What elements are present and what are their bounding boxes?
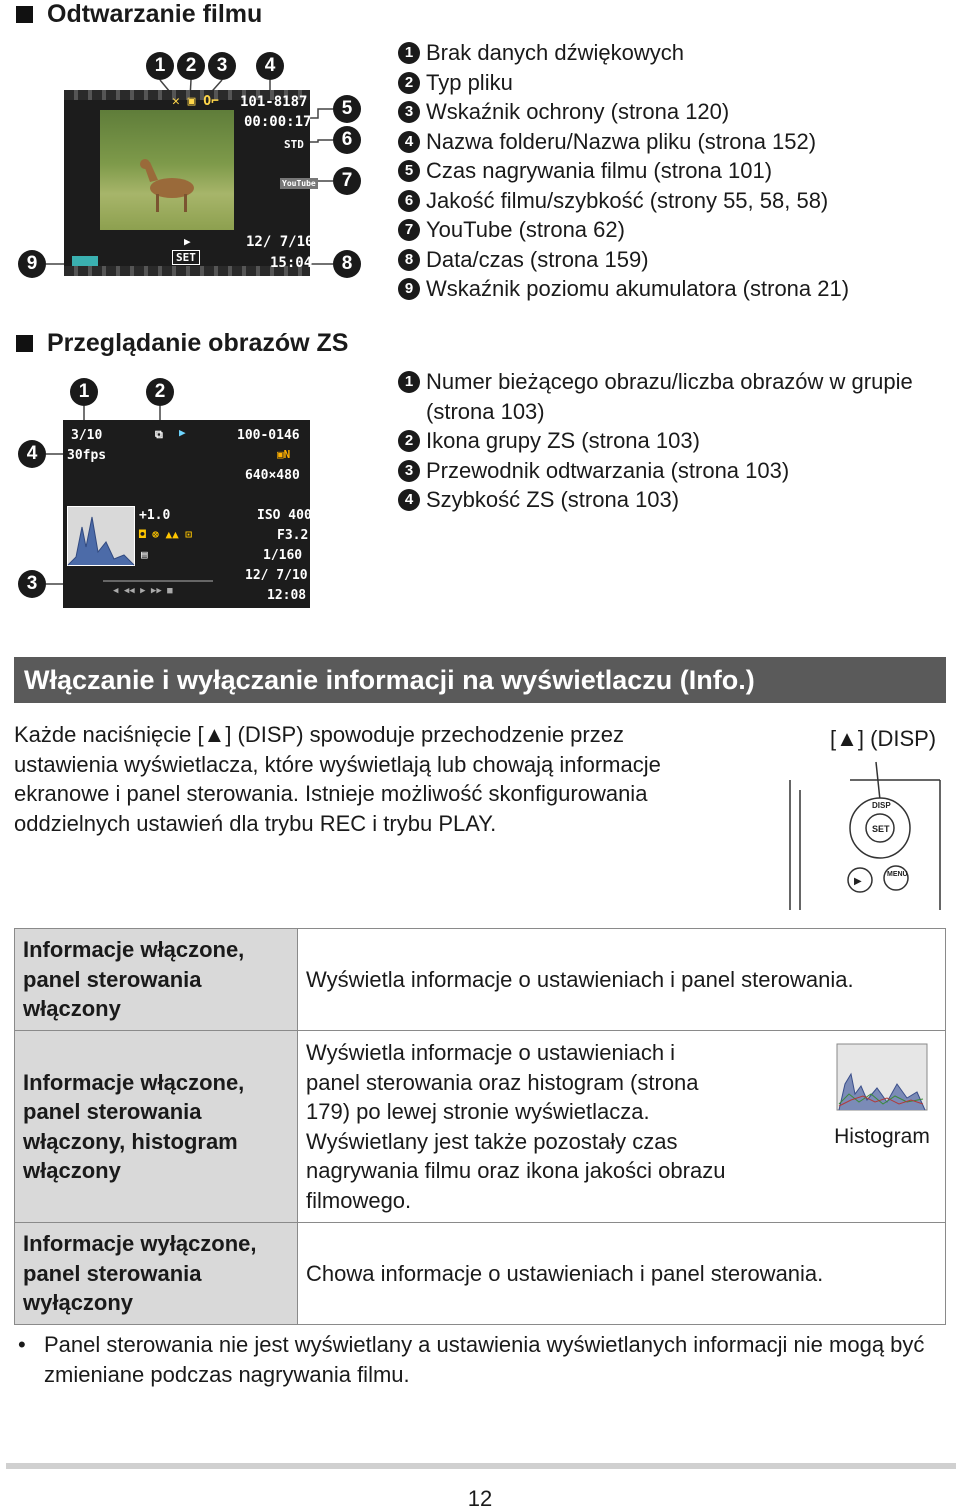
legend-item: 8 Data/czas (strona 159) bbox=[398, 245, 849, 275]
mode-label: Informacje włączone, panel sterowania włączony, histogram włączony bbox=[15, 1031, 298, 1223]
image-size: 640×480 bbox=[245, 468, 300, 483]
histogram-graph bbox=[837, 1044, 927, 1110]
folder-file: 100-0146 bbox=[237, 428, 300, 443]
mode-description-cell bbox=[298, 1031, 946, 1223]
ev-value: +1.0 bbox=[139, 508, 171, 523]
playback-guide-icons: ◀ ◀◀ ▶ ▶▶ ■ bbox=[113, 586, 173, 596]
zs-viewing-screen bbox=[63, 420, 310, 608]
zs-speed: 30fps bbox=[67, 448, 107, 463]
camera-back-figure bbox=[790, 760, 940, 915]
callout-4: 4 bbox=[256, 52, 284, 80]
size-icon: ▣N bbox=[277, 448, 291, 461]
play-icon: ▶ bbox=[184, 235, 191, 248]
callout-4: 4 bbox=[18, 440, 46, 468]
legend-item: 6 Jakość filmu/szybkość (strony 55, 58, 58) bbox=[398, 186, 849, 216]
youtube-label: YouTube bbox=[282, 179, 316, 188]
legend-item: 9 Wskaźnik poziomu akumulatora (strona 21) bbox=[398, 274, 849, 304]
menu-label: MENU bbox=[887, 871, 908, 878]
legend-item: 7 YouTube (strona 62) bbox=[398, 215, 849, 245]
callout-8: 8 bbox=[333, 250, 361, 278]
footnote bbox=[14, 1330, 944, 1389]
table-row bbox=[15, 1223, 946, 1325]
legend-item: 3 Wskaźnik ochrony (strona 120) bbox=[398, 97, 849, 127]
callout-5: 5 bbox=[333, 95, 361, 123]
callout-3: 3 bbox=[208, 52, 236, 80]
quality-label: STD bbox=[284, 138, 304, 151]
mode-label: Informacje wyłączone, panel sterowania wyłączony bbox=[15, 1223, 298, 1325]
date-label: 12/ 7/10 bbox=[246, 234, 314, 250]
section-heading-zs-viewing bbox=[16, 329, 348, 358]
set-label: SET bbox=[172, 250, 200, 265]
legend-item: 2 Typ pliku bbox=[398, 68, 849, 98]
mode-icons: ◘ ⊗ ▲▲ ⊡ bbox=[139, 528, 192, 541]
table-row bbox=[15, 929, 946, 1031]
movie-playback-legend bbox=[398, 38, 849, 304]
clock-label: 12:08 bbox=[267, 588, 307, 603]
legend-item: 1 Numer bieżącego obrazu/liczba obrazów w grupie (strona 103) bbox=[398, 367, 918, 426]
callout-7: 7 bbox=[333, 167, 361, 195]
table-row bbox=[15, 1031, 946, 1223]
aperture-value: F3.2 bbox=[277, 528, 309, 543]
movie-icon: ▤ bbox=[141, 548, 148, 561]
shutter-value: 1/160 bbox=[263, 548, 303, 563]
legend-item: 3 Przewodnik odtwarzania (strona 103) bbox=[398, 456, 918, 486]
playback-guide-bar bbox=[103, 580, 213, 582]
battery-icon bbox=[72, 256, 98, 266]
set-label: SET bbox=[872, 824, 890, 834]
mode-description: Chowa informacje o ustawieniach i panel sterowania. bbox=[298, 1223, 946, 1325]
callout-1: 1 bbox=[146, 52, 174, 80]
disp-button-caption: [▲] (DISP) bbox=[830, 726, 937, 751]
play-guide-icon: ▶ bbox=[179, 426, 186, 439]
footer-rule bbox=[6, 1463, 956, 1469]
legend-item: 1 Brak danych dźwiękowych bbox=[398, 38, 849, 68]
info-modes-table bbox=[14, 928, 946, 1325]
disp-label: DISP bbox=[872, 801, 891, 810]
histogram-graph bbox=[68, 507, 134, 565]
folder-file: 101-8187 bbox=[240, 94, 308, 110]
bullet: • bbox=[18, 1332, 26, 1357]
legend-item: 2 Ikona grupy ZS (strona 103) bbox=[398, 426, 918, 456]
movie-thumbnail bbox=[100, 110, 234, 230]
zs-viewing-legend bbox=[398, 367, 918, 515]
section-banner: Włączanie i wyłączanie informacji na wyświetlaczu (Info.) bbox=[14, 657, 946, 703]
section-title: Przeglądanie obrazów ZS bbox=[47, 329, 349, 357]
section-title: Odtwarzanie filmu bbox=[47, 0, 263, 28]
callout-2: 2 bbox=[177, 52, 205, 80]
camera-buttons-drawing bbox=[790, 760, 940, 915]
legend-item: 4 Szybkość ZS (strona 103) bbox=[398, 485, 918, 515]
play-icon: ▶ bbox=[854, 876, 862, 887]
iso-value: ISO 400 bbox=[257, 508, 312, 523]
movie-playback-screen bbox=[64, 90, 316, 276]
info-description: Każde naciśnięcie [▲] (DISP) spowoduje przechodzenie przez ustawienia wyświetlacza, które wyświetlają lub chowają informacje ekranowe i panel sterowania. Istnieje możliwość skonfigurowania oddzielnych ustawień dla trybu REC i trybu PLAY. bbox=[14, 722, 661, 836]
histogram-caption: Histogram bbox=[834, 1124, 930, 1148]
mode-description: Wyświetla informacje o ustawieniach i panel sterowania oraz histogram (strona 179) po lewej stronie wyświetlacza. Wyświetlany jest także pozostały czas nagrywania filmu oraz ikona jakości obrazu filmowego. bbox=[306, 1040, 726, 1213]
page-number: 12 bbox=[467, 1486, 493, 1511]
histogram-thumbnail bbox=[67, 506, 135, 566]
clock-label: 15:04 bbox=[270, 255, 313, 271]
callout-6: 6 bbox=[333, 126, 361, 154]
zs-group-icon: ⧉ bbox=[155, 428, 163, 441]
legend-item: 5 Czas nagrywania filmu (strona 101) bbox=[398, 156, 849, 186]
mode-label: Informacje włączone, panel sterowania włączony bbox=[15, 929, 298, 1031]
footnote-text: Panel sterowania nie jest wyświetlany a ustawienia wyświetlanych informacji nie mogą być zmieniane podczas nagrywania filmu. bbox=[44, 1332, 925, 1387]
callout-9: 9 bbox=[18, 250, 46, 278]
legend-item: 4 Nazwa folderu/Nazwa pliku (strona 152) bbox=[398, 127, 849, 157]
histogram-figure bbox=[827, 1044, 937, 1151]
callout-1: 1 bbox=[70, 378, 98, 406]
deer-image bbox=[100, 110, 234, 230]
status-icons: ✕ ▣ O⌐ bbox=[172, 94, 219, 109]
square-bullet-icon bbox=[16, 335, 33, 352]
image-count: 3/10 bbox=[71, 428, 103, 443]
callout-3: 3 bbox=[18, 570, 46, 598]
date-label: 12/ 7/10 bbox=[245, 568, 308, 583]
record-time: 00:00:17 bbox=[244, 114, 312, 130]
callout-2: 2 bbox=[146, 378, 174, 406]
mode-description: Wyświetla informacje o ustawieniach i panel sterowania. bbox=[298, 929, 946, 1031]
